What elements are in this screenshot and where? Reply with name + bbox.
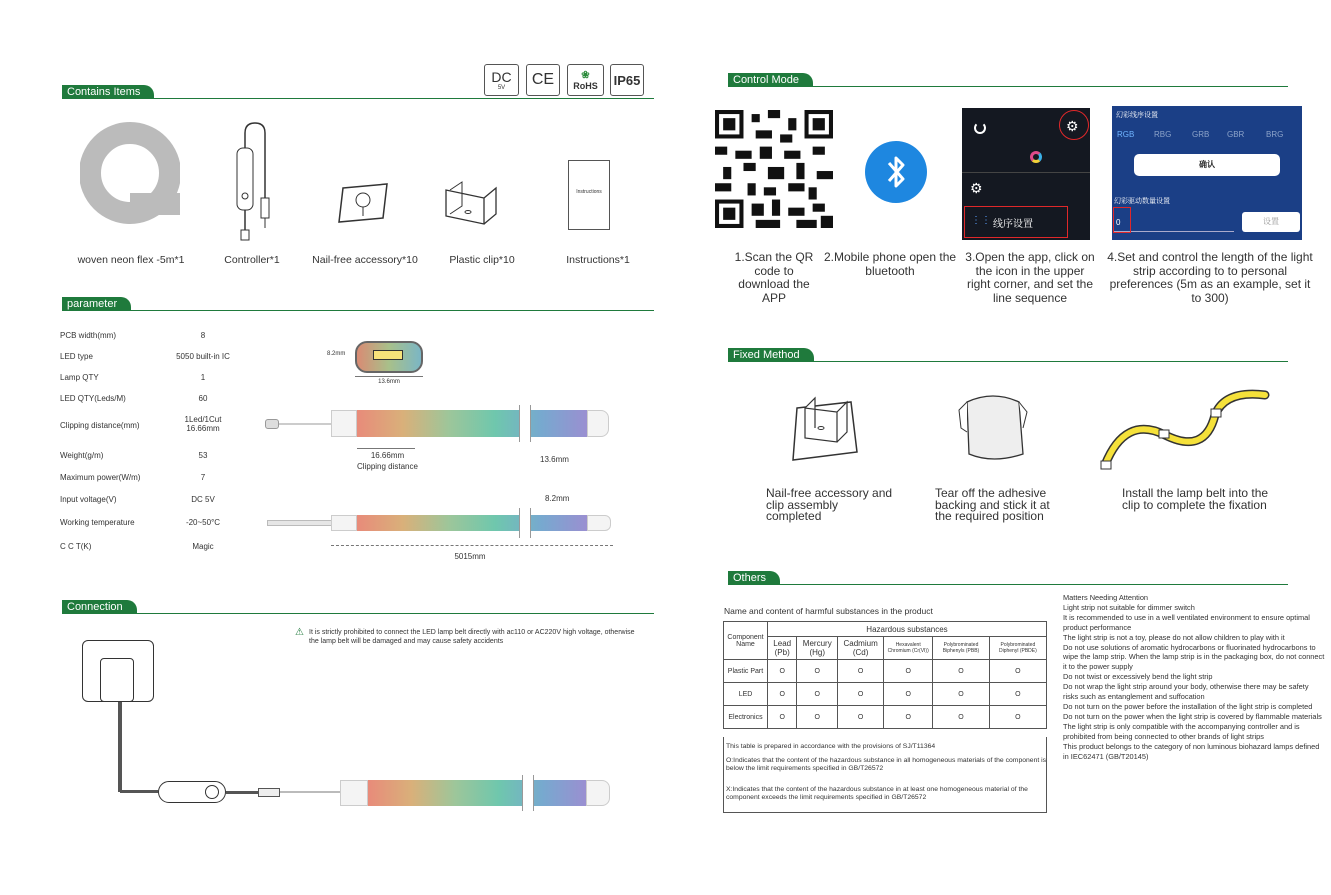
dc-badge: DC 5V <box>484 64 519 96</box>
option-rbg[interactable]: RBG <box>1154 130 1172 139</box>
set-button[interactable]: 设置 <box>1242 212 1300 232</box>
control-mode-header <box>728 73 1288 87</box>
count-title: 幻彩驱动数量设置 <box>1114 198 1170 205</box>
fixed-method-header <box>728 348 1288 362</box>
param-value: 8 <box>200 331 206 340</box>
col-mercury: Mercury (Hg) <box>797 637 838 660</box>
option-rgb[interactable]: RGB <box>1117 130 1135 139</box>
clip-distance-line <box>357 448 415 449</box>
nail-free-accessory-image <box>335 180 395 225</box>
neon-flex-coil-image <box>80 118 180 228</box>
clip-assembly-image <box>785 390 865 465</box>
count-input-value: 0 <box>1116 218 1121 227</box>
controller-cable <box>226 791 260 794</box>
warning-text: It is strictly prohibited to connect the LED lamp belt directly with ac110 or AC220V high voltage, otherwise the lamp belt will be damaged and may cause safety accidents <box>309 629 635 645</box>
col-chromium: Hexavalent Chromium (Cr(VI)) <box>884 637 933 660</box>
side-endcap-left <box>331 515 357 531</box>
clip-distance-value: 16.66mm <box>370 451 405 460</box>
warning-icon: ⚠ <box>295 627 304 638</box>
color-wheel-icon <box>1030 151 1042 163</box>
attention-item: Light strip not suitable for dimmer switch <box>1063 602 1195 612</box>
option-brg[interactable]: BRG <box>1266 130 1284 139</box>
connector-cable <box>280 791 340 793</box>
adapter-cable <box>118 702 122 792</box>
others-header <box>728 571 1288 585</box>
line-sequence-menu <box>964 206 1068 238</box>
fixed-step-3-text: Install the lamp belt into the clip to complete the fixation <box>1122 486 1269 512</box>
param-label: Input voltage(V) <box>60 495 117 504</box>
power-icon <box>974 122 986 134</box>
attention-item: This product belongs to the category of non luminous biohazard lamps defined in IEC62471 (GB/T20145) <box>1063 741 1320 761</box>
param-value: DC 5V <box>191 495 215 504</box>
app-screenshot-1 <box>962 108 1090 240</box>
item-caption-plastic-clip: Plastic clip*10 <box>449 254 515 266</box>
hazard-note-3: X:Indicates that the content of the hazardous substance in at least one homogeneous material of the component exceeds the limit requirements specified in GB/T26572 <box>726 786 1028 801</box>
instructions-booklet-image <box>568 160 610 230</box>
param-value: 1 <box>200 373 206 382</box>
connection-break-mark <box>522 775 534 811</box>
param-label: PCB width(mm) <box>60 331 117 340</box>
attention-title: Matters Needing Attention <box>1063 593 1149 602</box>
side-endcap-right <box>587 515 611 531</box>
count-input[interactable] <box>1114 210 1234 232</box>
table-row: LED O O O O O O <box>724 683 1047 706</box>
col-pbde: Polybrominated Diphenyl (PBDE) <box>989 637 1046 660</box>
connection-header <box>62 600 654 614</box>
rohs-badge: ❀ RoHS <box>567 64 604 96</box>
param-label: Weight(g/m) <box>60 451 104 460</box>
contains-items-header <box>62 85 654 99</box>
cross-section-height-label: 8.2mm <box>327 351 346 357</box>
option-gbr[interactable]: GBR <box>1227 130 1245 139</box>
strip-endcap-right <box>587 410 609 437</box>
param-label: LED QTY(Leds/M) <box>60 394 126 403</box>
attention-item: The light strip is only compatible with the accompanying controller and is prohibited from being connected to other brands of light strips <box>1063 721 1300 741</box>
param-label: Maximum power(W/m) <box>60 473 141 482</box>
ce-badge: CE <box>526 64 560 96</box>
option-grb[interactable]: GRB <box>1192 130 1210 139</box>
hazard-table-title: Name and content of harmful substances in the product <box>724 606 933 616</box>
settings-highlight <box>1059 110 1089 140</box>
hazard-table <box>723 621 1047 729</box>
confirm-button[interactable]: 确认 <box>1134 154 1280 176</box>
menu-icon: ⋮⋮ <box>971 215 991 226</box>
connection-endcap-right <box>586 780 610 806</box>
hazard-note-1: This table is prepared in accordance with the provisions of SJ/T11364 <box>726 743 936 750</box>
parameter-title: parameter <box>62 297 131 311</box>
component-header: Component Name <box>724 622 768 660</box>
contains-items-title: Contains Items <box>62 85 154 99</box>
controller-button <box>205 785 219 799</box>
connection-endcap <box>340 780 368 806</box>
param-label: Lamp QTY <box>60 373 99 382</box>
controller-image <box>225 118 275 248</box>
param-value: 60 <box>198 394 208 403</box>
item-caption-neon-flex: woven neon flex -5m*1 <box>77 254 185 266</box>
strip-cable <box>279 423 331 425</box>
side-cable <box>267 520 332 526</box>
attention-list <box>1063 593 1325 761</box>
cross-section-led <box>373 350 403 360</box>
control-mode-title: Control Mode <box>728 73 813 87</box>
bluetooth-icon <box>865 141 927 203</box>
install-strip-image <box>1095 385 1275 475</box>
adhesive-backing-image <box>953 388 1033 468</box>
parameter-header <box>62 297 654 311</box>
param-value: 53 <box>198 451 208 460</box>
param-value: 1Led/1Cut 16.66mm <box>184 415 222 433</box>
hazard-header: Hazardous substances <box>768 622 1047 637</box>
instructions-booklet-text: Instructions <box>576 189 602 195</box>
fixed-step-1-text: Nail-free accessory and clip assembly completed <box>766 486 893 523</box>
ip65-badge: IP65 <box>610 64 644 96</box>
attention-item: Do not twist or excessively bend the light strip <box>1063 672 1213 682</box>
param-label: LED type <box>60 352 93 361</box>
strip-break-mark <box>519 405 531 442</box>
step-3-text: 3.Open the app, click on the icon in the upper right corner, and set the line sequence <box>965 250 1095 305</box>
length-dimension-label: 5015mm <box>454 552 486 561</box>
count-highlight <box>1113 207 1131 233</box>
strip-connector <box>265 419 279 429</box>
attention-item: Do not use solutions of aromatic hydrocarbons or fluorinated hydrocarbons to wipe the lamp strip. When the lamp strip is in the packaging box, do not connect it to the power supply <box>1063 642 1325 672</box>
step-1-text: 1.Scan the QR code to download the APP <box>734 250 814 305</box>
adapter-cable-horizontal <box>120 790 158 793</box>
strip-endcap-left <box>331 410 357 437</box>
length-dimension-line <box>331 545 613 546</box>
connection-controller-image <box>158 781 226 803</box>
table-row: Plastic Part O O O O O O <box>724 660 1047 683</box>
fixed-step-2-text: Tear off the adhesive backing and stick it at the required position <box>935 486 1050 523</box>
side-width-label: 13.6mm <box>540 455 569 464</box>
connector-plug <box>258 788 280 797</box>
attention-item: Do not turn on the power when the light strip is covered by flammable materials <box>1063 711 1322 721</box>
plastic-clip-image <box>440 180 500 230</box>
param-value: Magic <box>192 542 214 551</box>
side-height-label: 8.2mm <box>545 494 570 503</box>
attention-item: Do not wrap the light strip around your body, otherwise there may be safety risks such as entanglement and suffocation <box>1063 682 1309 702</box>
fixed-method-title: Fixed Method <box>728 348 814 362</box>
param-label: C C T(K) <box>60 542 92 551</box>
item-caption-instructions: Instructions*1 <box>566 254 630 266</box>
app-divider <box>962 172 1090 173</box>
cross-section-width-label: 13.6mm <box>378 379 400 385</box>
item-caption-controller: Controller*1 <box>224 254 280 266</box>
step-2-text: 2.Mobile phone open the bluetooth <box>823 250 957 278</box>
width-dimension-line <box>355 376 423 377</box>
param-value: 7 <box>200 473 206 482</box>
power-adapter-plug <box>100 658 134 702</box>
param-value: 5050 built-in IC <box>176 352 230 361</box>
attention-item: It is recommended to use in a well ventilated environment to ensure optimal product performance <box>1063 612 1310 632</box>
sequence-title: 幻彩线序设置 <box>1116 112 1158 119</box>
settings-icon-2: ⚙ <box>970 180 983 196</box>
attention-item: Do not turn on the power before the installation of the light strip is completed <box>1063 701 1313 711</box>
connection-title: Connection <box>62 600 137 614</box>
qr-code-image <box>715 110 833 228</box>
table-row: Electronics O O O O O O <box>724 706 1047 729</box>
param-label: Clipping distance(mm) <box>60 421 140 430</box>
settings-icon: ⚙ <box>1066 118 1079 134</box>
step-4-text: 4.Set and control the length of the light strip according to to personal preferences (5m as an example, set it to 300) <box>1107 250 1313 305</box>
side-break-mark <box>519 508 531 538</box>
others-title: Others <box>728 571 780 585</box>
app-screenshot-2 <box>1112 106 1302 240</box>
hazard-note-2: O:Indicates that the content of the hazardous substance in all homogeneous materials of the component is below the limit requirements specified in GB/T26572 <box>726 757 1047 772</box>
clip-distance-label: Clipping distance <box>357 462 418 471</box>
col-pbb: Polybrominated Biphenyls (PBB) <box>933 637 990 660</box>
connection-strip <box>368 780 586 806</box>
strip-side-view <box>357 515 587 531</box>
param-value: -20~50°C <box>185 518 221 527</box>
col-cadmium: Cadmium (Cd) <box>838 637 884 660</box>
line-sequence-label: 线序设置 <box>993 219 1033 230</box>
attention-item: The light strip is not a toy, please do not allow children to play with it <box>1063 632 1285 642</box>
param-label: Working temperature <box>60 518 135 527</box>
col-lead: Lead (Pb) <box>768 637 797 660</box>
item-caption-nail-free: Nail-free accessory*10 <box>312 254 418 266</box>
strip-top-view <box>357 410 587 437</box>
